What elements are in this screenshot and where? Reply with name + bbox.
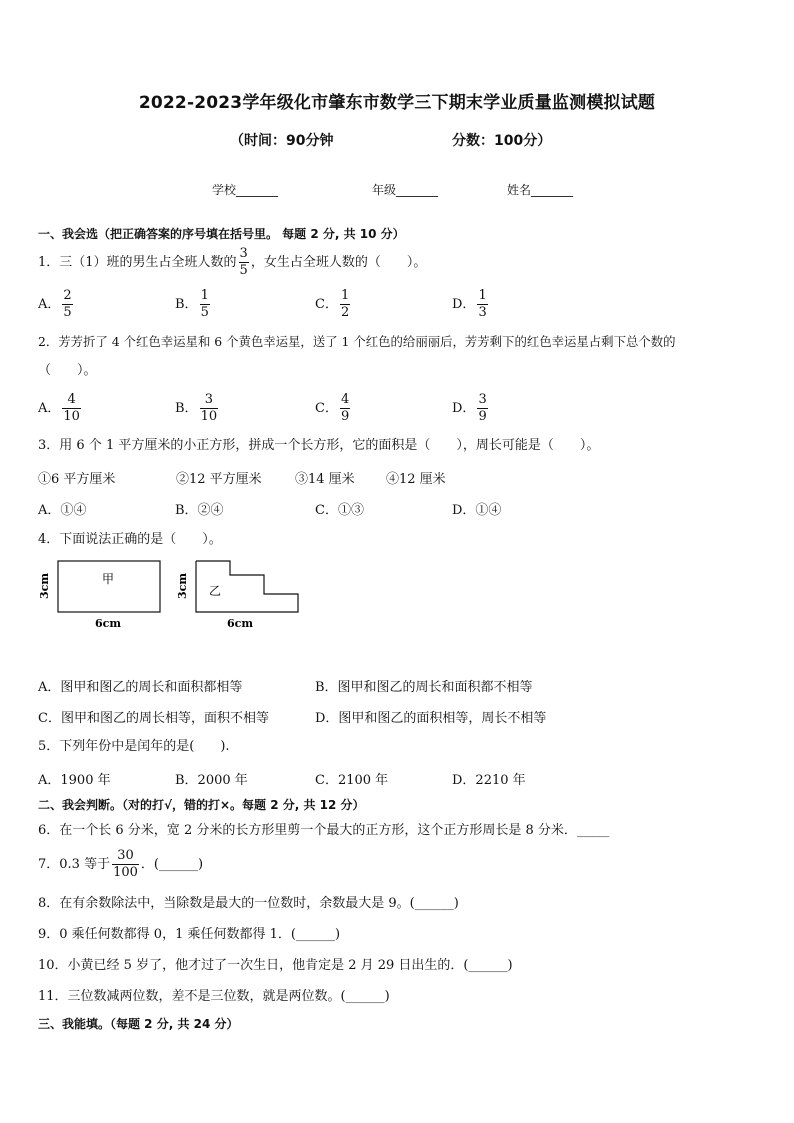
q3-option-b: B．②④: [175, 503, 224, 518]
q2-option-a: A． $\frac{4}{10}$: [38, 392, 80, 424]
figure-yi: [174, 556, 304, 630]
question-1-pre: 1．三（1）班的男生占全班人数的: [38, 255, 237, 270]
figure-yi-width: 6cm: [227, 617, 253, 630]
figure-jia-label: 甲: [102, 572, 115, 586]
figure-yi-height: 3cm: [176, 573, 189, 599]
section-1-heading: 一、我会选（把正确答案的序号填在括号里。 每题 2 分, 共 10 分）: [38, 227, 405, 241]
grade-field: 年级_______: [372, 183, 439, 197]
name-field: 姓名_______: [507, 183, 574, 197]
fraction: $\frac{30}{100}$: [113, 848, 138, 880]
question-10: 10．小黄已经 5 岁了，他才过了一次生日，他肯定是 2 月 29 日出生的．(______): [38, 958, 513, 973]
figure-jia-width: 6cm: [95, 617, 121, 630]
question-1: [38, 246, 426, 279]
exam-time: （时间：90分钟: [230, 133, 334, 149]
q2-option-c: C． $\frac{4}{9}$: [315, 392, 350, 424]
q3-choice-2: ②12 平方厘米: [176, 472, 262, 487]
q2-option-b: B． $\frac{3}{10}$: [175, 392, 218, 424]
school-field: 学校_______: [212, 183, 279, 197]
question-8: 8．在有余数除法中，当除数是最大的一位数时，余数最大是 9。(______): [38, 896, 459, 911]
question-1-post: ，女生占全班人数的（ ）。: [250, 255, 427, 270]
q1-option-b: B． $\frac{1}{5}$: [175, 288, 209, 320]
q3-choice-4: ④12 厘米: [386, 472, 446, 487]
exam-score: 分数：100分）: [452, 133, 552, 149]
q5-option-a: A．1900 年: [38, 773, 111, 788]
question-3: 3．用 6 个 1 平方厘米的小正方形，拼成一个长方形，它的面积是（ ），周长可能是（ ）。: [38, 438, 600, 453]
question-9: 9．0 乘任何数都得 0，1 乘任何数都得 1．(______): [38, 927, 341, 942]
question-6: 6．在一个长 6 分米，宽 2 分米的长方形里剪一个最大的正方形，这个正方形周长是 8 分米．_____: [38, 823, 610, 838]
question-5: 5．下列年份中是闰年的是( ).: [38, 739, 230, 754]
question-2-line-1: 2．芳芳折了 4 个红色幸运星和 6 个黄色幸运星，送了 1 个红色的给丽丽后，芳芳剩下的红色幸运星占剩下总个数的: [38, 334, 676, 349]
q4-option-d: D．图甲和图乙的面积相等，周长不相等: [315, 711, 547, 726]
rectangle-jia: [58, 561, 160, 612]
q3-option-a: A．①④: [38, 503, 87, 518]
q1-option-a: A． $\frac{2}{5}$: [38, 288, 72, 320]
q4-option-b: B．图甲和图乙的周长和面积都不相等: [315, 680, 533, 695]
q5-option-c: C．2100 年: [315, 773, 389, 788]
fraction: $\frac{3}{5}$: [239, 246, 248, 278]
question-2-line-2: （ ）。: [38, 363, 97, 378]
q3-choice-3: ③14 厘米: [295, 472, 355, 487]
question-11: 11．三位数减两位数，差不是三位数，就是两位数。(______): [38, 989, 390, 1004]
figure-yi-label: 乙: [209, 584, 222, 598]
q2-option-d: D． $\frac{3}{9}$: [452, 392, 487, 424]
q5-option-d: D．2210 年: [452, 773, 526, 788]
question-4: 4．下面说法正确的是（ ）。: [38, 532, 222, 547]
figure-jia: [36, 556, 171, 630]
q1-option-d: D． $\frac{1}{3}$: [452, 288, 487, 320]
page-title: 2022-2023学年级化市肇东市数学三下期末学业质量监测模拟试题: [138, 93, 656, 113]
q5-option-b: B．2000 年: [175, 773, 248, 788]
q4-option-a: A．图甲和图乙的周长和面积都相等: [38, 680, 243, 695]
q3-choice-1: ①6 平方厘米: [38, 472, 116, 487]
q4-option-c: C．图甲和图乙的周长相等，面积不相等: [38, 711, 269, 726]
section-2-heading: 二、我会判断。（对的打√，错的打×。每题 2 分, 共 12 分）: [38, 798, 365, 812]
q3-option-c: C．①③: [315, 503, 364, 518]
figure-jia-height: 3cm: [38, 573, 51, 599]
section-3-heading: 三、我能填。（每题 2 分, 共 24 分）: [38, 1017, 239, 1031]
question-7: 7．0.3 等于 $\frac{30}{100}$ ．(______): [38, 848, 204, 880]
q3-option-d: D．①④: [452, 503, 502, 518]
q1-option-c: C． $\frac{1}{2}$: [315, 288, 350, 320]
